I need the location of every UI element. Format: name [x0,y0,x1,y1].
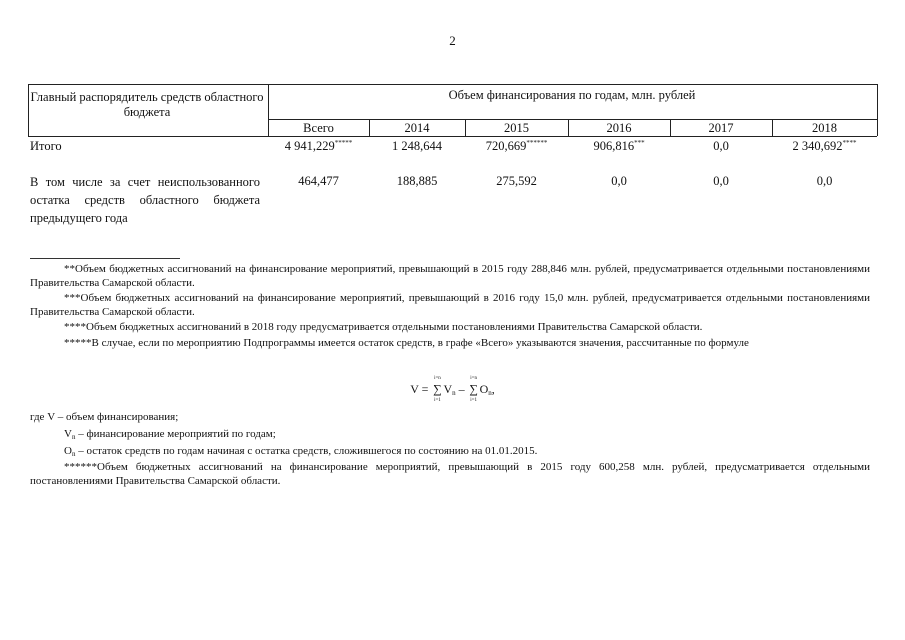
table-cell: 0,0 [713,174,729,188]
table-cell: 720,669****** [485,139,548,153]
formula: V = i=n ∑ i=1 Vn – i=n ∑ i=1 On, [410,376,495,403]
page-number: 2 [449,33,456,48]
row-label-unused-balance: В том числе за счет неиспользованного остатка средств областного бюджета предыдущего года [30,175,260,225]
footnote-6: ******Объем бюджетных ассигнований на финансирование мероприятий, превышающий в 2015 году 600,258 млн. рублей, предусматривается отдельными постановлениями Правительства Самарской области. [30,461,870,487]
column-header-2015: 2015 [504,121,529,135]
table-cell: 464,477 [298,174,339,188]
table-cell: 2 340,692**** [792,139,857,153]
header-main-cell: Главный распорядитель средств областного бюджета [30,90,264,119]
where-line: где V – объем финансирования; [30,411,179,423]
table-cell: 0,0 [816,174,833,188]
column-header-total: Всего [303,121,334,135]
on-definition: On – остаток средств по годам начиная с остатка средств, сложившегося по состоянию на 01.01.2015. [64,445,538,458]
table-cell: 0,0 [611,174,627,188]
table-cell: 275,592 [496,174,537,188]
header-bottom-border [28,136,877,137]
table-cell: 4 941,229***** [284,139,353,153]
table-cell: 906,816*** [593,139,645,153]
column-header-2016: 2016 [606,121,632,135]
column-header-2014: 2014 [404,121,430,135]
row-label-total: Итого [30,139,62,153]
table-top-border [28,84,877,85]
table-cell: 0,0 [713,139,729,153]
formula-lhs: V = [410,382,432,396]
footnote-5: *****В случае, если по мероприятию Подпрограммы имеется остаток средств, в графе «Всего» указываются значения, рассчитанные по формуле [64,337,749,349]
table-right-border [877,84,878,136]
vn-definition: Vn – финансирование мероприятий по годам; [64,428,276,441]
sum-symbol: i=n ∑ i=1 [433,376,442,403]
footnote-2: **Объем бюджетных ассигнований на финансирование мероприятий, превышающий в 2015 году 288,846 млн. рублей, предусматривается отдельными постановлениями Правительства Самарской области. [30,263,870,289]
sum-symbol: i=n ∑ i=1 [469,376,478,403]
column-header-2017: 2017 [708,121,734,135]
footnote-separator [30,258,180,259]
footnote-4: ****Объем бюджетных ассигнований в 2018 году предусматривается отдельными постановлениями Правительства Самарской области. [64,321,703,333]
footnote-3: ***Объем бюджетных ассигнований на финансирование мероприятий, превышающий в 2016 году 15,0 млн. рублей, предусматривается отдельными постановлениями Правительства Самарской области. [30,292,870,318]
table-cell: 188,885 [396,174,438,188]
header-volume-cell: Объем финансирования по годам, млн. рублей [448,88,696,102]
table-cell: 1 248,644 [392,139,442,153]
header-divider [268,119,877,120]
column-header-2018: 2018 [812,121,837,135]
